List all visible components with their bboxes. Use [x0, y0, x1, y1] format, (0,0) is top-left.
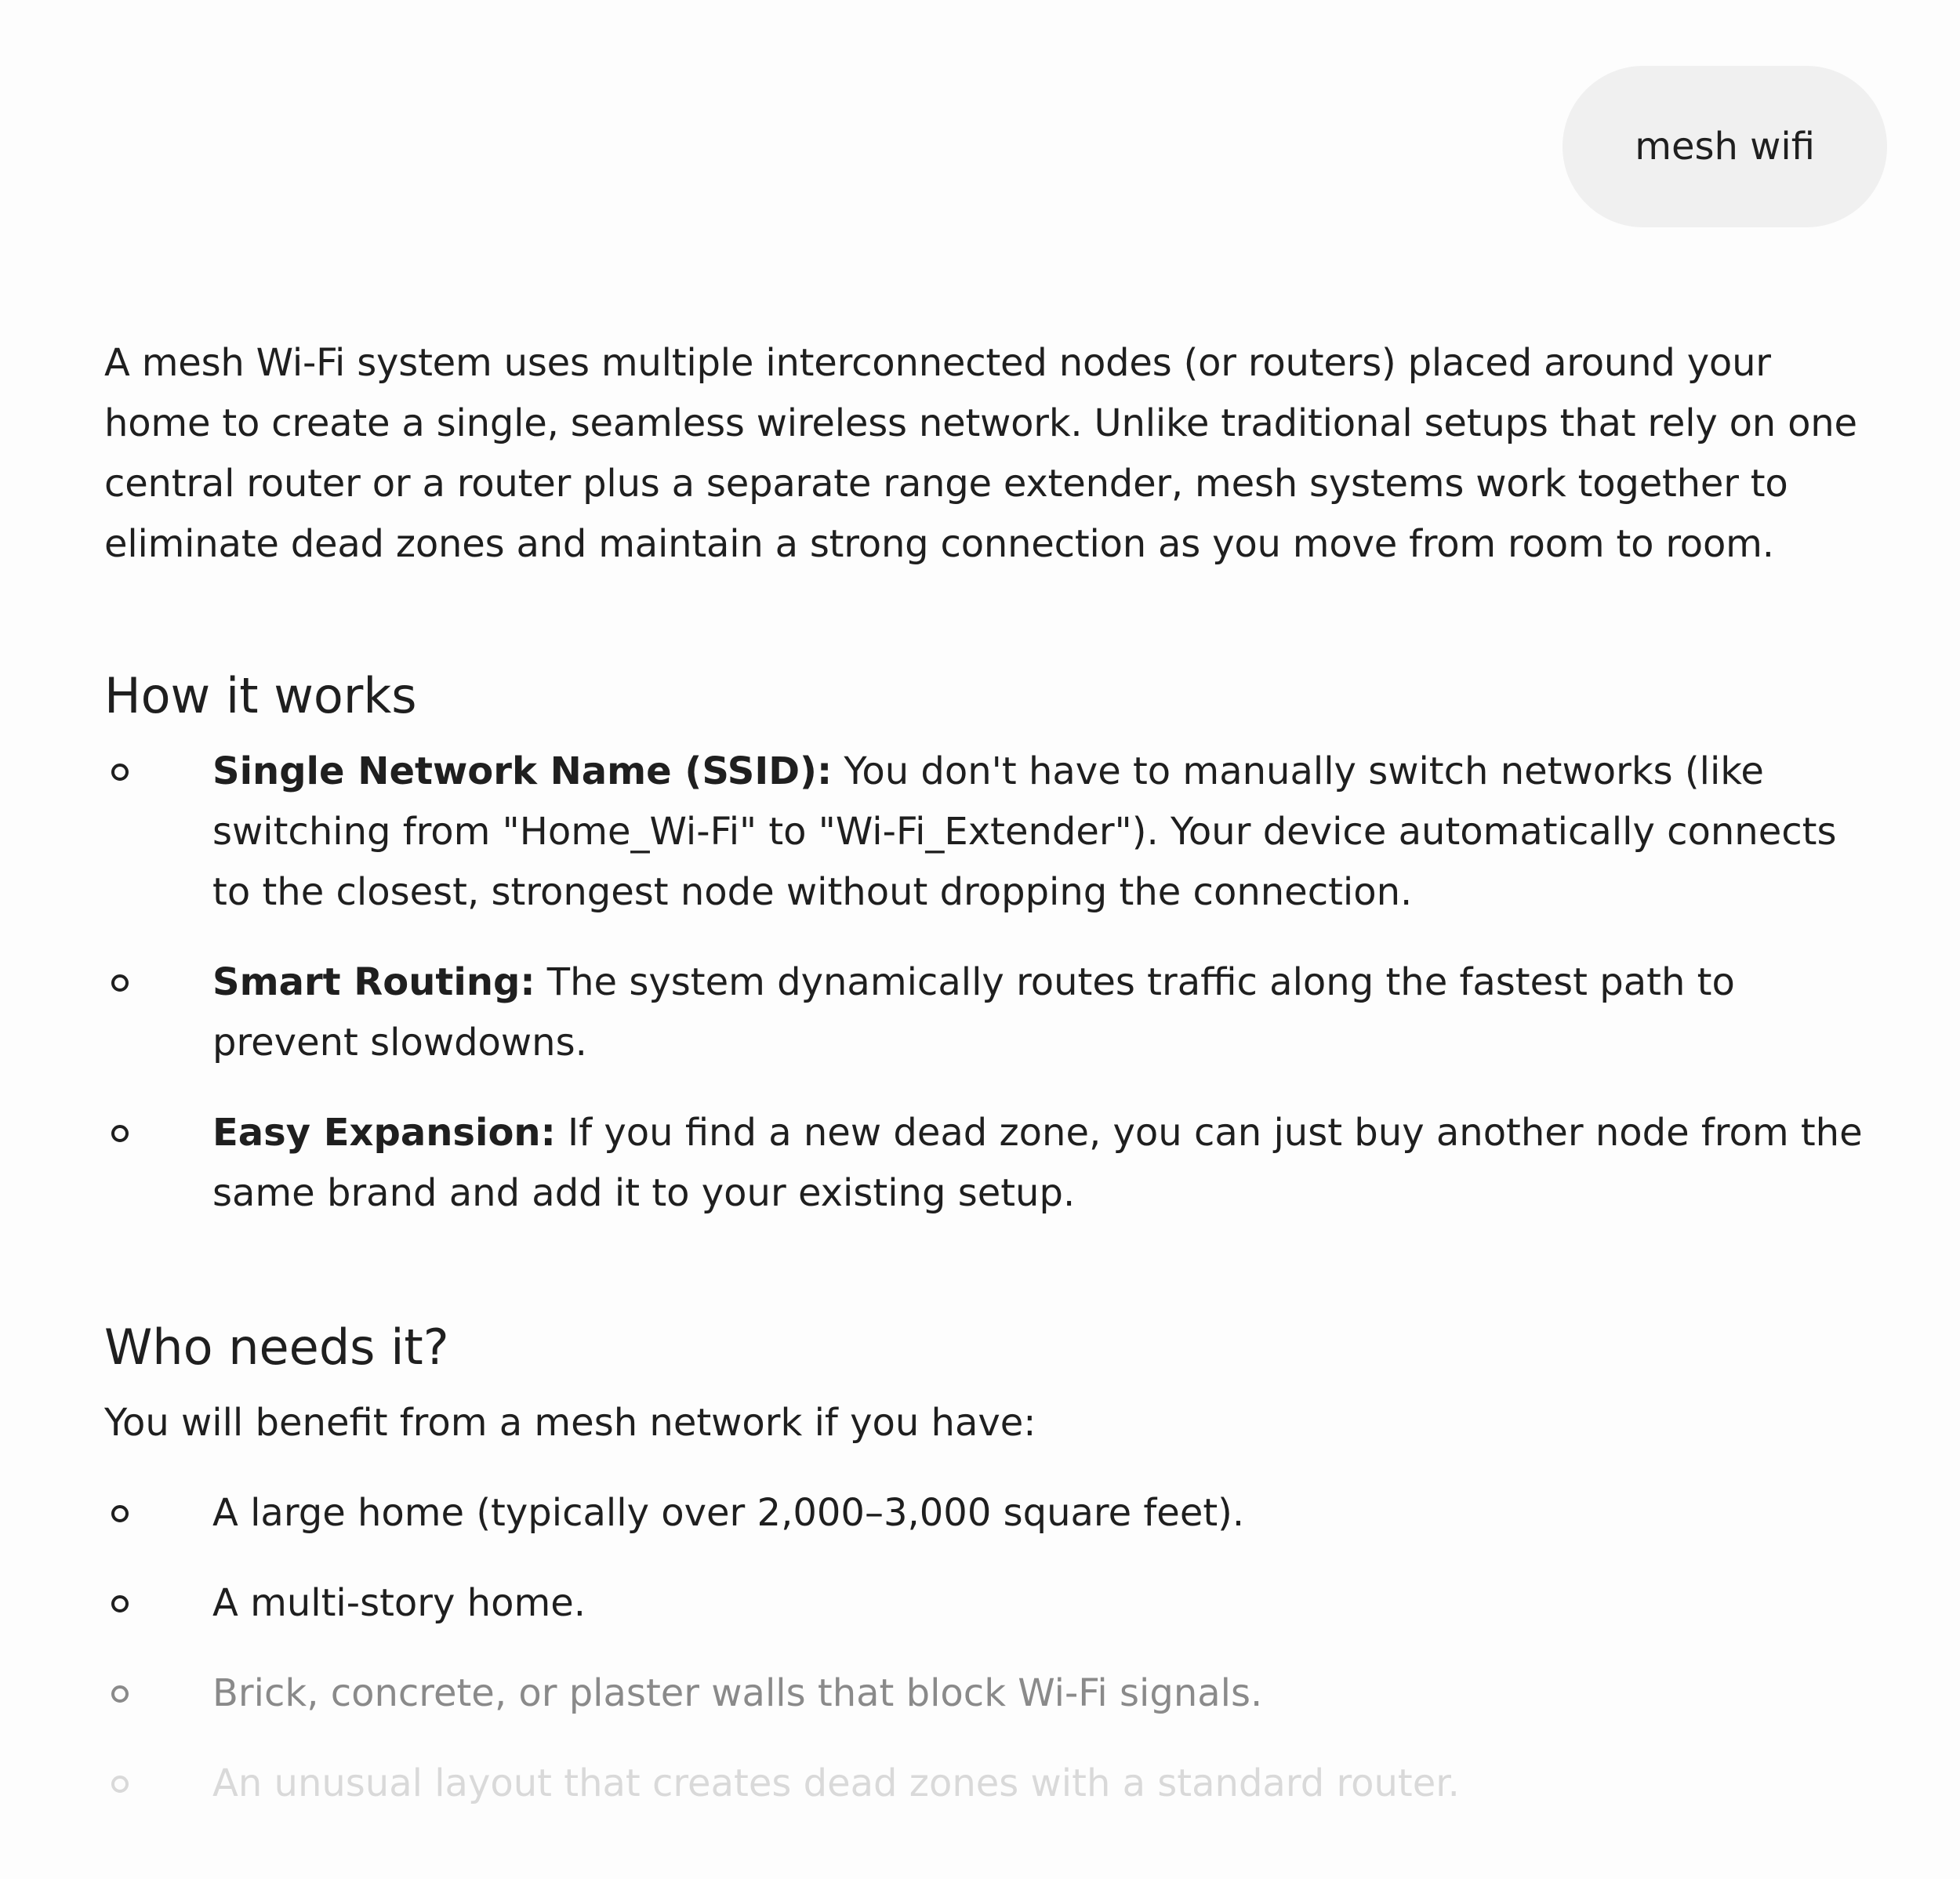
- bullet-circle-icon: [111, 1505, 129, 1522]
- bullet-circle-icon: [111, 1595, 129, 1612]
- list-item: [104, 742, 1884, 923]
- list-item-text: The system dynamically routes traffic along the fastest path to prevent slowdowns.: [212, 960, 1735, 1065]
- list-item-text: Brick, concrete, or plaster walls that block Wi-Fi signals.: [212, 1671, 1263, 1715]
- user-message-text: mesh wifi: [1635, 125, 1815, 169]
- list-item: [104, 1103, 1884, 1224]
- bullet-circle-icon: [111, 1776, 129, 1793]
- list-item-text: A large home (typically over 2,000–3,000 square feet).: [212, 1491, 1245, 1535]
- bullet-circle-icon: [111, 764, 129, 781]
- list-item: [104, 1483, 1884, 1543]
- list-item-title: Single Network Name (SSID):: [212, 749, 833, 793]
- list-item-title: Easy Expansion:: [212, 1111, 556, 1155]
- bullet-circle-icon: [111, 1685, 129, 1703]
- who-needs-it-list: [104, 1483, 1884, 1814]
- list-item-text: If you find a new dead zone, you can just buy another node from the same brand and add it to your existing setup.: [212, 1111, 1863, 1215]
- list-item-text: An unusual layout that creates dead zones with a standard router.: [212, 1761, 1460, 1805]
- list-item-title: Smart Routing:: [212, 960, 535, 1004]
- list-item-text: You don't have to manually switch networks (like switching from "Home_Wi-Fi" to "Wi-Fi_Extender"). Your device automatically connects to the closest, strongest node without dropping the connection.: [212, 749, 1837, 914]
- section-heading-who-needs-it: Who needs it?: [104, 1319, 449, 1376]
- bullet-circle-icon: [111, 1125, 129, 1142]
- user-message-bubble: [1563, 66, 1887, 227]
- list-item: [104, 952, 1884, 1073]
- list-item: [104, 1573, 1884, 1634]
- response-intro-paragraph: A mesh Wi-Fi system uses multiple interconnected nodes (or routers) placed around your home to create a single, seamless wireless network. Unlike traditional setups that rely on one central router or a router plus a separate range extender, mesh systems work together to eliminate dead zones and maintain a strong connection as you move from room to room.: [104, 341, 1857, 566]
- list-item: [104, 1663, 1884, 1724]
- list-item: [104, 1754, 1884, 1814]
- how-it-works-list: [104, 742, 1884, 1224]
- list-item-text: A multi-story home.: [212, 1581, 586, 1625]
- assistant-response: [104, 333, 1884, 1844]
- who-needs-it-lead: You will benefit from a mesh network if you have:: [104, 1401, 1036, 1445]
- bullet-circle-icon: [111, 974, 129, 992]
- section-heading-how-it-works: How it works: [104, 667, 417, 724]
